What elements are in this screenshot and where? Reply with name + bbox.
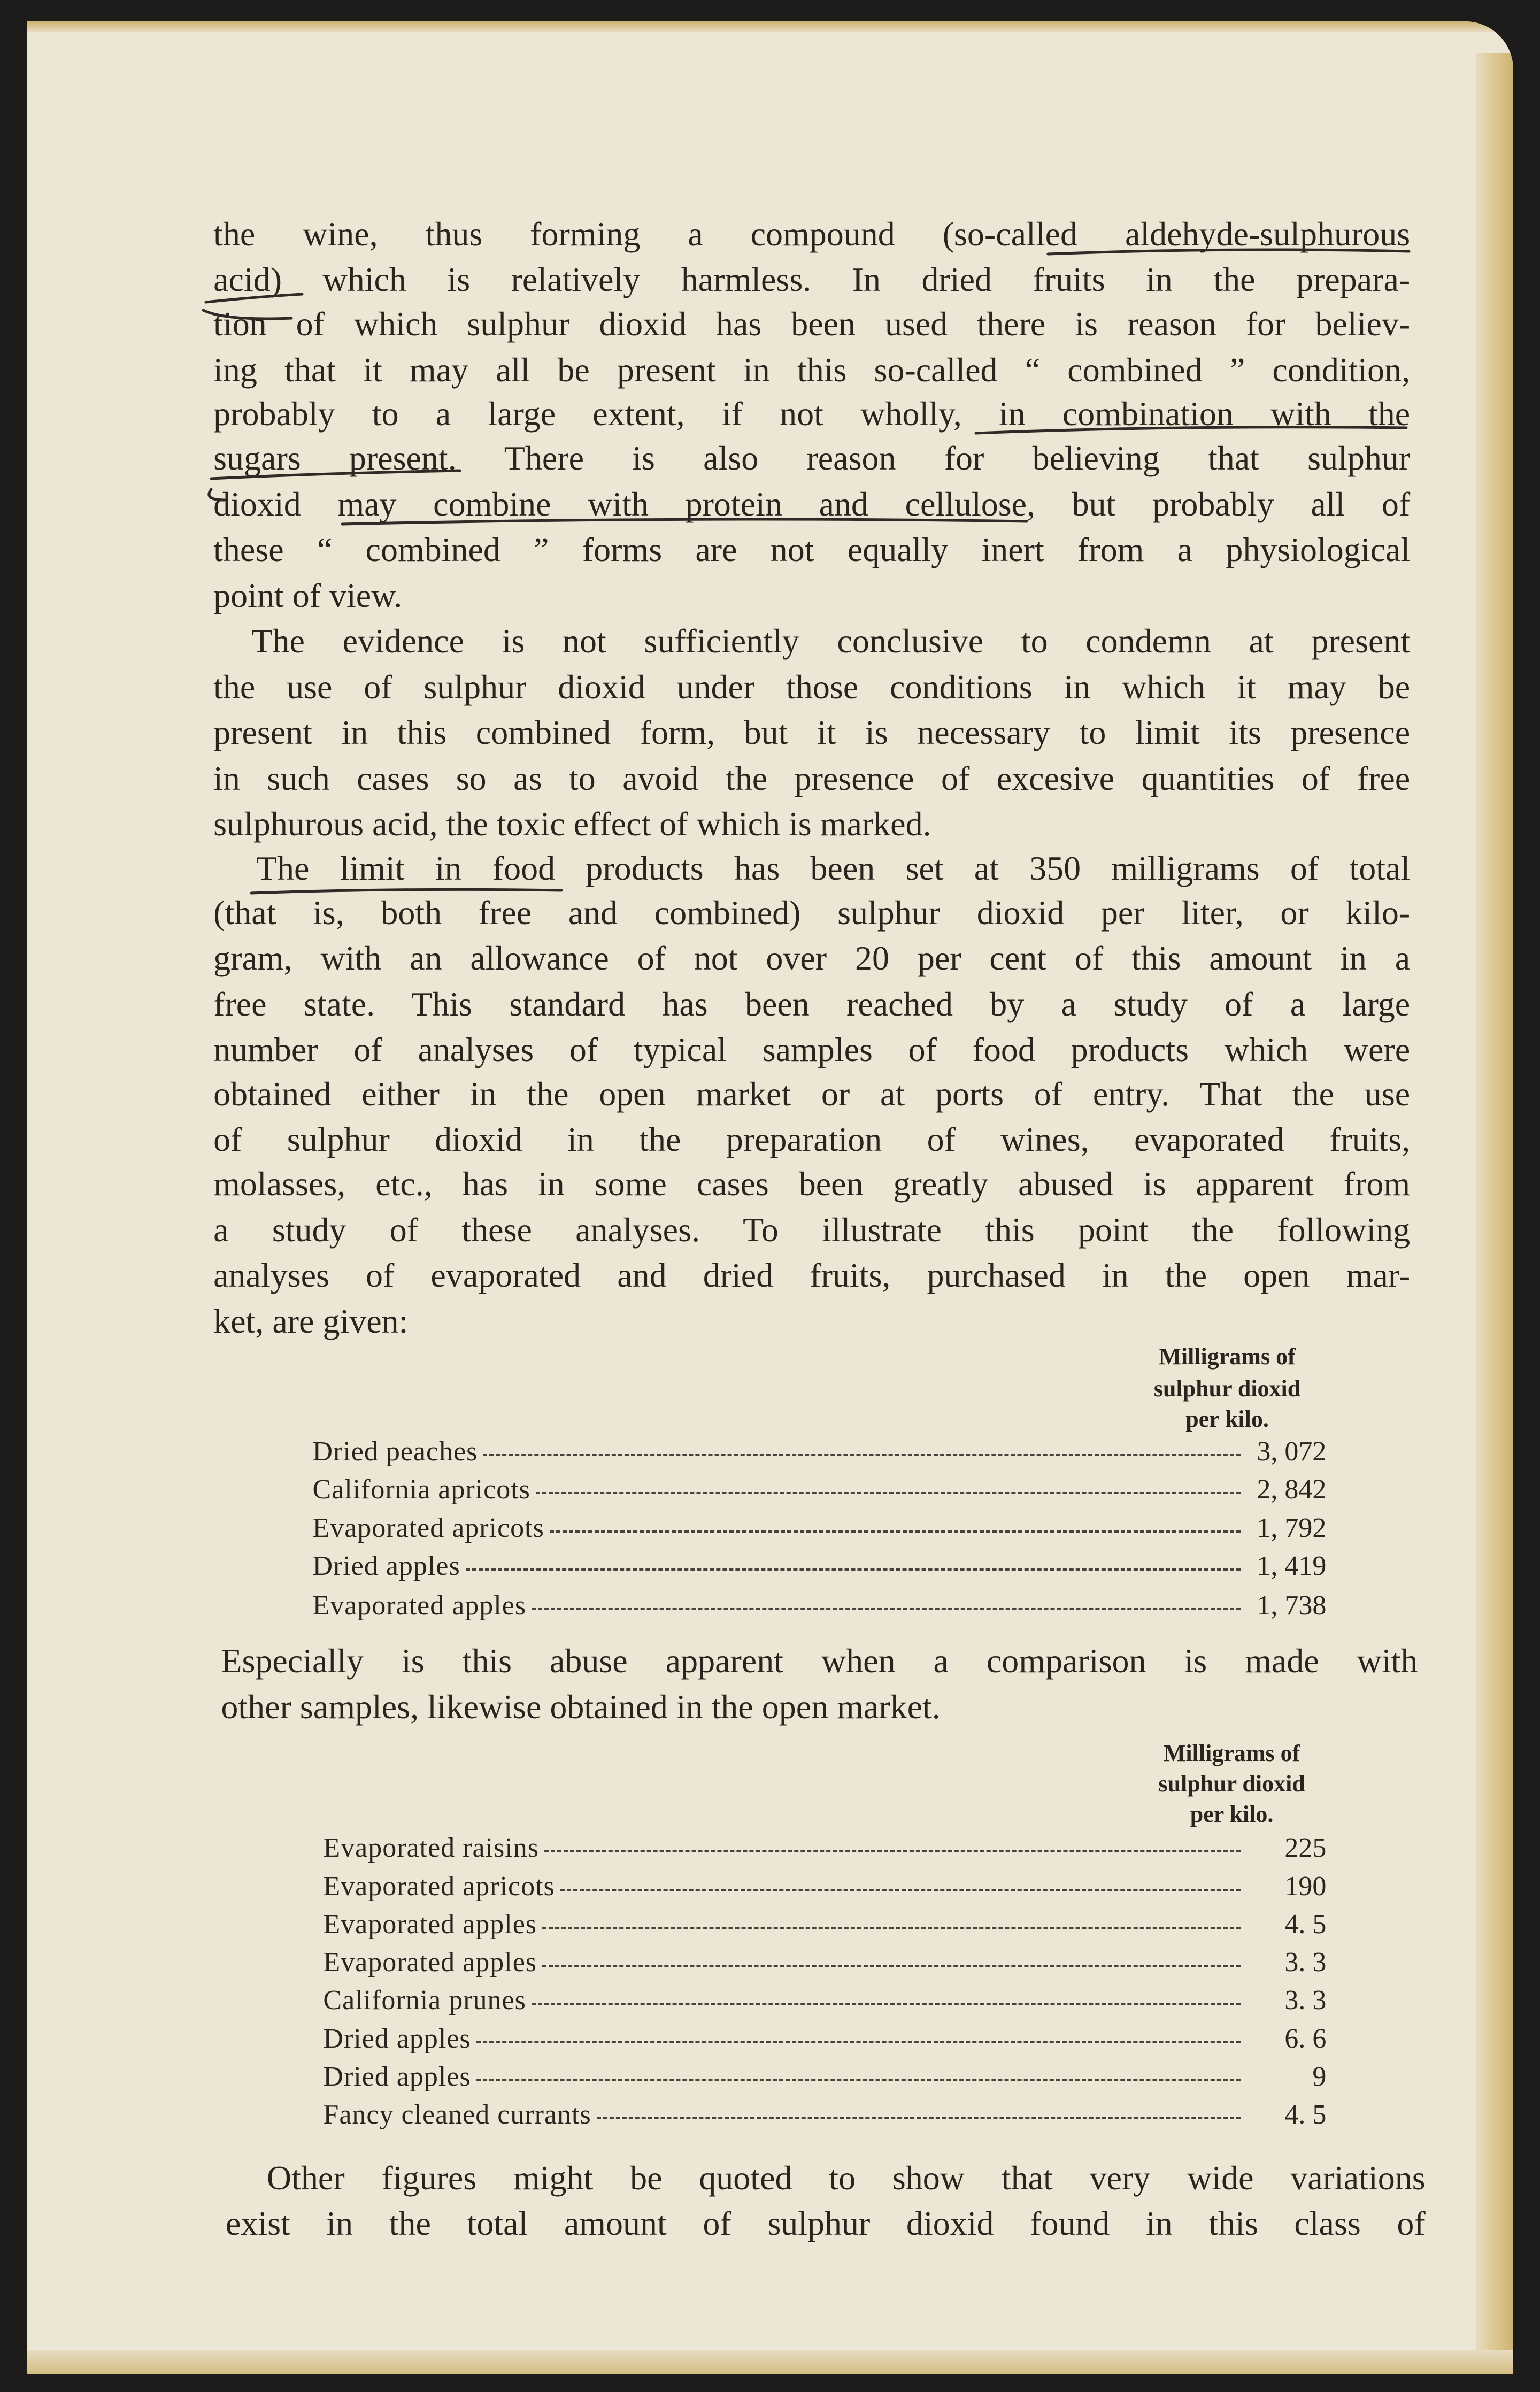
text-line: number of analyses of typical samples of food products which were	[213, 1030, 1411, 1069]
row-item: California prunes	[323, 1985, 526, 2016]
dot-leader	[476, 2041, 1241, 2043]
row-value: 1, 738	[1257, 1590, 1327, 1621]
text-line: these “ combined ” forms are not equally inert from a physiological	[213, 530, 1411, 569]
text-line: sugars present. There is also reason for believing that sulphur	[213, 439, 1411, 477]
row-value: 4. 5	[1284, 2099, 1327, 2131]
text-line: exist in the total amount of sulphur dioxid found in this class of	[225, 2204, 1426, 2243]
column-header: sulphur dioxid	[1153, 1375, 1301, 1402]
text-line: obtained either in the open market or at ports of entry. That the use	[213, 1074, 1411, 1113]
text-line: The limit in food products has been set at 350 milligrams of total	[256, 849, 1411, 887]
dot-leader	[476, 2079, 1241, 2081]
row-value: 225	[1284, 1833, 1327, 1864]
text-line: sulphurous acid, the toxic effect of which is marked.	[213, 805, 931, 843]
text-line: dioxid may combine with protein and cellulose, but probably all of	[213, 484, 1411, 523]
text-line: ing that it may all be present in this so-called “ combined ” condition,	[213, 350, 1411, 389]
dot-leader	[466, 1568, 1241, 1571]
dot-leader	[483, 1454, 1241, 1456]
row-item: Evaporated apples	[323, 1909, 537, 1940]
row-item: Evaporated apples	[323, 1947, 537, 1978]
table-row	[323, 1873, 1326, 1903]
text-line: Especially is this abuse apparent when a comparison is made with	[221, 1642, 1418, 1680]
text-line: point of view.	[213, 576, 403, 614]
dot-leader	[542, 1927, 1241, 1929]
table-row	[312, 1552, 1326, 1582]
row-value: 3. 3	[1284, 1947, 1327, 1978]
row-item: Fancy cleaned currants	[323, 2099, 591, 2131]
table-row	[323, 1949, 1326, 1979]
table-row	[323, 1834, 1326, 1864]
row-item: Evaporated apricots	[312, 1512, 544, 1543]
row-value: 1, 419	[1257, 1550, 1327, 1581]
table-row	[323, 2063, 1326, 2093]
text-line: probably to a large extent, if not wholly, in combination with the	[213, 395, 1411, 433]
text-line: (that is, both free and combined) sulphur dioxid per liter, or kilo-	[213, 893, 1411, 932]
page-edge-top	[27, 21, 1513, 32]
column-header: per kilo.	[1185, 1406, 1269, 1433]
text-line: the wine, thus forming a compound (so-called aldehyde-sulphurous	[213, 214, 1411, 253]
row-value: 4. 5	[1284, 1909, 1327, 1940]
row-item: Evaporated raisins	[323, 1833, 539, 1864]
table-row	[312, 1438, 1326, 1468]
text-line: a study of these analyses. To illustrate this point the following	[213, 1210, 1411, 1249]
row-item: Dried apples	[323, 2061, 471, 2092]
column-header: sulphur dioxid	[1158, 1770, 1305, 1797]
row-value: 2, 842	[1257, 1474, 1327, 1505]
row-item: Evaporated apricots	[323, 1871, 555, 1902]
text-line: Other figures might be quoted to show that very wide variations	[266, 2158, 1426, 2197]
text-line: analyses of evaporated and dried fruits, purchased in the open mar-	[213, 1256, 1411, 1295]
dot-leader	[536, 1492, 1241, 1494]
dot-leader	[550, 1530, 1241, 1533]
column-header: Milligrams of	[1163, 1740, 1300, 1766]
dot-leader	[542, 1965, 1241, 1967]
text-line: gram, with an allowance of not over 20 per cent of this amount in a	[213, 939, 1411, 978]
dot-leader	[597, 2117, 1241, 2119]
text-line: The evidence is not sufficiently conclusive to condemn at present	[251, 622, 1411, 660]
text-line: in such cases so as to avoid the presence of excesive quantities of free	[213, 759, 1411, 797]
text-line: free state. This standard has been reached by a study of a large	[213, 985, 1411, 1023]
column-header: per kilo.	[1190, 1801, 1274, 1827]
table-row	[323, 1987, 1326, 2017]
row-value: 9	[1312, 2061, 1327, 2092]
dot-leader	[560, 1889, 1241, 1891]
table-row	[312, 1476, 1326, 1506]
table-row	[323, 2101, 1326, 2131]
dot-leader	[544, 1850, 1241, 1852]
table-row	[323, 2025, 1326, 2055]
text-line: of sulphur dioxid in the preparation of wines, evaporated fruits,	[213, 1120, 1411, 1159]
text-line: tion of which sulphur dioxid has been used there is reason for believ-	[213, 305, 1411, 343]
table-row	[312, 1514, 1326, 1544]
row-value: 6. 6	[1284, 2023, 1327, 2054]
row-item: Evaporated apples	[312, 1590, 527, 1621]
column-header: Milligrams of	[1159, 1343, 1296, 1370]
text-line: present in this combined form, but it is necessary to limit its presence	[213, 713, 1411, 752]
page-edge-bottom	[27, 2350, 1513, 2374]
row-item: Dried apples	[312, 1550, 460, 1581]
page-edge-right	[1476, 53, 1513, 2374]
text-line: acid) which is relatively harmless. In dried fruits in the prepara-	[213, 260, 1411, 299]
table-row	[312, 1592, 1326, 1622]
text-line: the use of sulphur dioxid under those conditions in which it may be	[213, 667, 1411, 706]
row-value: 3, 072	[1257, 1436, 1327, 1467]
text-line: ket, are given:	[213, 1302, 409, 1340]
row-item: Dried apples	[323, 2023, 471, 2054]
dot-leader	[532, 1608, 1241, 1610]
text-line: molasses, etc., has in some cases been greatly abused is apparent from	[213, 1165, 1411, 1203]
text-line: other samples, likewise obtained in the open market.	[221, 1687, 941, 1726]
dot-leader	[532, 2003, 1241, 2005]
row-value: 190	[1284, 1871, 1327, 1902]
row-item: Dried peaches	[312, 1436, 478, 1467]
row-value: 1, 792	[1257, 1512, 1327, 1543]
row-item: California apricots	[312, 1474, 530, 1505]
table-row	[323, 1911, 1326, 1941]
row-value: 3. 3	[1284, 1985, 1327, 2016]
